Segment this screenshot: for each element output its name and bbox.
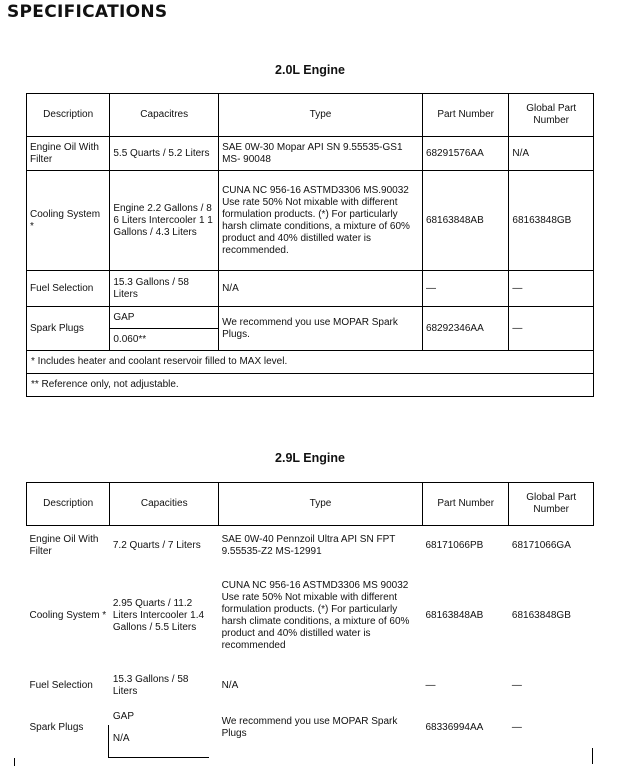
header-description: Description (27, 483, 110, 526)
header-global-part-number: Global Part Number (509, 94, 594, 137)
row-type: SAE 0W-30 Mopar API SN 9.55535-GS1 MS- 90048 (219, 137, 423, 171)
table-row (27, 666, 594, 706)
row-type: N/A (221, 679, 239, 691)
row-description: Fuel Selection (29, 679, 93, 691)
header-global-part-number: Global Part Number (509, 483, 594, 526)
row-part-number: 68336994AA (425, 721, 484, 733)
page-title: SPECIFICATIONS (7, 2, 168, 22)
row-type: CUNA NC 956-16 ASTMD3306 MS.90032 Use rate 50% Not mixable with different formulation products. (*) For particularly harsh climate conditions, a mixture of 60% product and 40% distilled water is recommended. (219, 171, 423, 271)
row-part-number: 68292346AA (422, 307, 508, 351)
row-type: We recommend you use MOPAR Spark Plugs. (219, 307, 423, 351)
row-description: Spark Plugs (27, 307, 110, 351)
header-type: Type (219, 94, 423, 137)
row-global-part-number: N/A (509, 137, 594, 171)
table-row (27, 171, 594, 271)
row-global-part-number: — (511, 721, 522, 733)
footnote-row (27, 374, 594, 397)
header-type: Type (219, 483, 423, 526)
scan-edge-mark (14, 758, 15, 766)
row-part-number: 68291576AA (422, 137, 508, 171)
header-part-number: Part Number (422, 483, 508, 526)
row-part-number: — (425, 679, 436, 691)
footnote: ** Reference only, not adjustable. (27, 374, 594, 397)
row-type: SAE 0W-40 Pennzoil Ultra API SN FPT 9.55535-Z2 MS-12991 (221, 533, 396, 557)
footnote-row (27, 351, 594, 374)
row-part-number: 68163848AB (425, 609, 484, 621)
header-capacities: Capacities (110, 483, 219, 526)
row-capacity: 7.2 Quarts / 7 Liters (112, 539, 201, 551)
row-global-part-number: — (509, 307, 594, 351)
header-capacities: Capacitres (110, 94, 219, 137)
table-row (27, 271, 594, 307)
row-part-number: — (422, 271, 508, 307)
engine1-table (26, 93, 594, 397)
row-global-part-number: 68163848GB (509, 171, 594, 271)
row-capacity: 15.3 Gallons / 58 Liters (112, 673, 189, 697)
gap-cell-border (108, 725, 209, 758)
row-capacity: Engine 2.2 Gallons / 8 6 Liters Intercooler 1 1 Gallons / 4.3 Liters (110, 171, 219, 271)
row-part-number: 68163848AB (422, 171, 508, 271)
row-global-part-number: — (509, 271, 594, 307)
header-part-number: Part Number (422, 94, 508, 137)
row-global-part-number: 68163848GB (511, 609, 571, 621)
scan-edge-mark (592, 748, 593, 764)
row-description: Fuel Selection (27, 271, 110, 307)
gap-label: GAP (110, 307, 219, 329)
table-row (27, 137, 594, 171)
row-capacity: 15.3 Gallons / 58 Liters (110, 271, 219, 307)
table-row (27, 307, 594, 329)
footnote: * Includes heater and coolant reservoir filled to MAX level. (27, 351, 594, 374)
engine2-table (26, 482, 594, 750)
row-type: We recommend you use MOPAR Spark Plugs (221, 715, 398, 739)
header-description: Description (27, 94, 110, 137)
table-row (27, 566, 594, 666)
row-type: N/A (219, 271, 423, 307)
row-global-part-number: — (511, 679, 522, 691)
row-description: Cooling System * (27, 171, 110, 271)
row-global-part-number: 68171066GA (511, 539, 571, 551)
gap-value: 0.060** (110, 329, 219, 351)
table-row (27, 526, 594, 566)
row-description: Engine Oil With Filter (27, 137, 110, 171)
row-capacity: 5.5 Quarts / 5.2 Liters (110, 137, 219, 171)
row-type: CUNA NC 956-16 ASTMD3306 MS 90032 Use rate 50% Not mixable with different formulation products. (*) For particularly harsh climate conditions, a mixture of 60% product and 40% distilled water is recommended (221, 579, 410, 651)
row-description: Engine Oil With Filter (29, 533, 99, 557)
row-description: Spark Plugs (29, 721, 84, 733)
gap-value: N/A (112, 732, 130, 744)
row-description: Cooling System * (29, 609, 107, 621)
engine2-title: 2.9L Engine (275, 451, 345, 465)
row-capacity: 2.95 Quarts / 11.2 Liters Intercooler 1.4 Gallons / 5.5 Liters (112, 597, 205, 633)
row-part-number: 68171066PB (425, 539, 484, 551)
engine1-title: 2.0L Engine (275, 63, 345, 77)
gap-label: GAP (112, 710, 134, 722)
